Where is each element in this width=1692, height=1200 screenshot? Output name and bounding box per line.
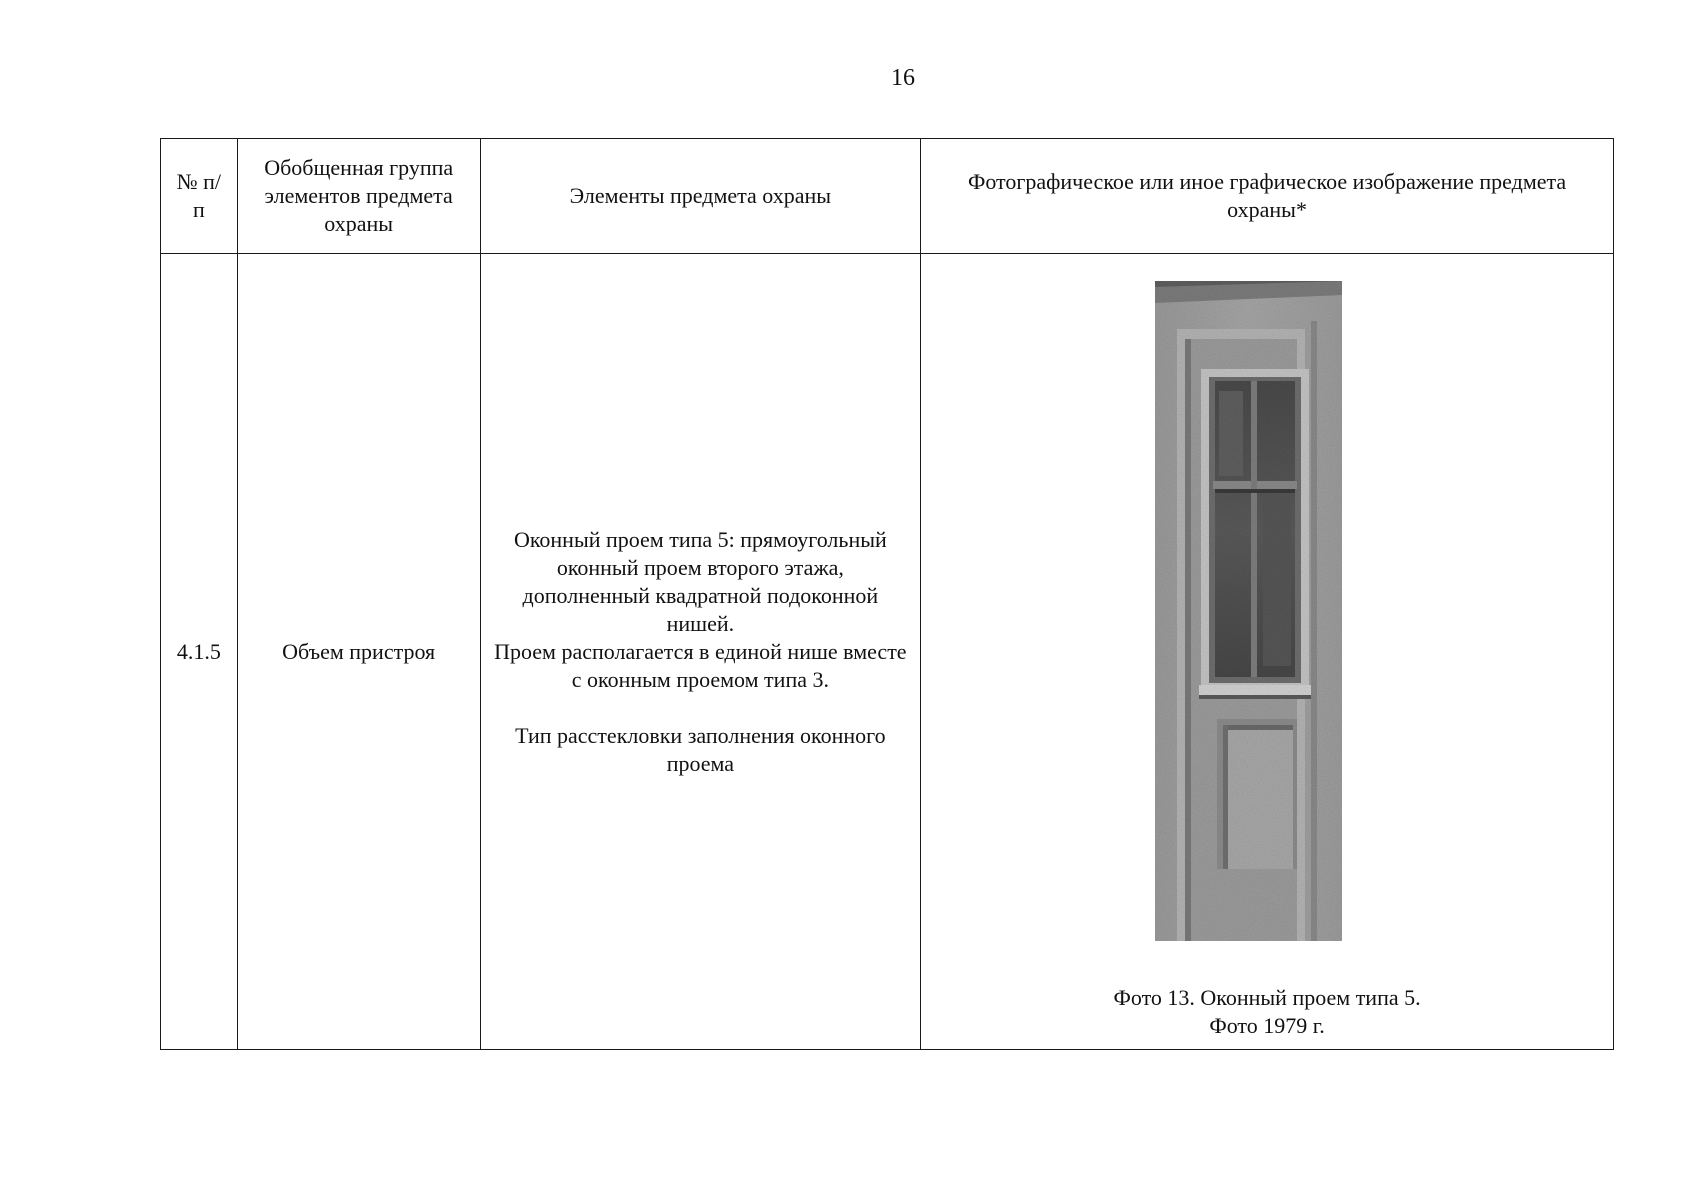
table-row (161, 254, 1614, 1050)
window-photo-image (1155, 281, 1342, 941)
row-element-group: Объем пристроя (237, 254, 480, 1050)
page-number: 16 (891, 65, 915, 91)
window-photo (1155, 281, 1342, 941)
photo-caption-year: Фото 1979 г. (1209, 1013, 1325, 1038)
table-body (161, 254, 1614, 1050)
protection-subject-table (160, 138, 1614, 1050)
paragraph-gap (493, 694, 909, 722)
header-photo: Фотографическое или иное графическое изображение предмета охраны* (921, 139, 1614, 254)
header-number: № п/п (161, 139, 238, 254)
photo-caption-title: Фото 13. Оконный проем типа 5. (1113, 985, 1421, 1010)
header-elements: Элементы предмета охраны (480, 139, 921, 254)
elements-location-note: Проем располагается в единой нише вместе с оконным проемом типа 3. (494, 638, 907, 692)
header-element-group: Обобщенная группа элементов предмета охраны (237, 139, 480, 254)
elements-description: Оконный проем типа 5: прямоугольный оконный проем второго этажа, дополненный квадратной подоконной нишей. (513, 526, 887, 636)
row-number: 4.1.5 (161, 254, 238, 1050)
table-header (161, 139, 1614, 254)
table-header-row (161, 139, 1614, 254)
elements-glazing-type: Тип расстекловки заполнения оконного проема (515, 722, 886, 776)
row-photo (921, 254, 1614, 1050)
photo-caption (921, 984, 1613, 1040)
row-elements (480, 254, 921, 1050)
